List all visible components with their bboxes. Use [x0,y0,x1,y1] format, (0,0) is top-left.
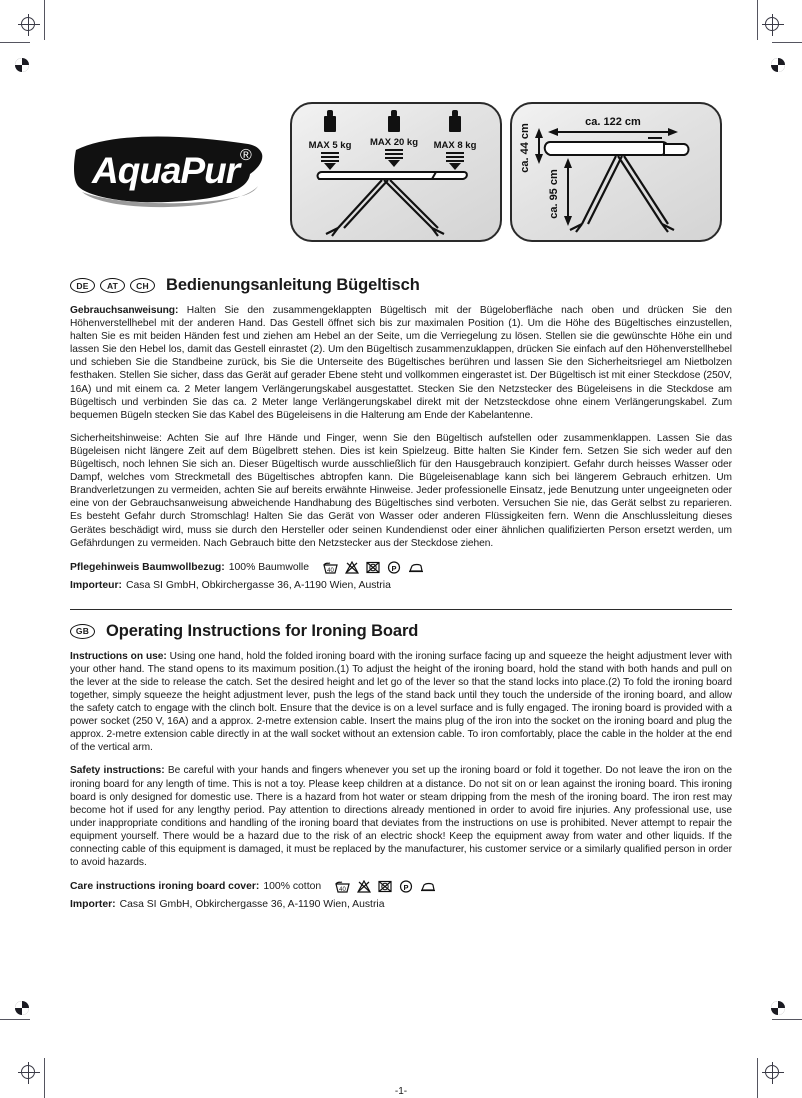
dry-clean-p-icon [387,561,401,574]
svg-text:AquaPur: AquaPur [92,150,240,191]
paragraph-gb-usage [70,650,732,755]
dimension-label-width: ca. 122 cm [585,116,641,128]
paragraph-text-gb-usage: Using one hand, hold the folded ironing board with the ironing surface facing up and squeeze the height adjustment lever with your other hand. The stand opens to its maximum position.(1) To adjust the height of the ironing board, hold the stand with both hands and pull on the lever at the side to release the catch. Set the desired height and let go of the lever so that the stand locks into place.(2) To fold the ironing board together, simply squeeze the height adjustment lever, push the legs of the stand back until they touch the underside of the ironing board, and allow the safety catch to engage with the clinch bolt. Ensure that the device is on a level surface and is fully engaged. The ironing board is provided with a power socket (250 V, 16A) and a approx. 2-metre extension cable. Insert the mains plug of the iron into the socket on the ironing board and plug the approx. 2-metre extension cable directly in at the wall socket without an extension cable. To iron comfortably, place the cable in the holder at the end of the vertical arm. [70,650,732,754]
crop-mark-left-horizontal-top [0,42,30,43]
svg-text:40: 40 [327,567,334,574]
crop-mark-bottom-left-vertical [44,1058,45,1098]
paragraph-text-de-usage: Halten Sie den zusammengeklappten Bügeltisch mit der Bügeloberfläche nach oben und drücken Sie den Höhenverstellhebel mit der anderen Hand. Das Gestell öffnet sich bis zur maximalen Position (1). Um die Höhe des Bügeltisches einzustellen, halten Sie es mit beiden Händen fest und ziehen am Hebel an der Seite, um die Verriegelung zu lösen. Stellen sie die gewünschte Höhe ein und lassen Sie den Hebel los, damit das Gestell einrastet (2). Um den Bügeltisch zusammenzuklappen, drücken Sie einfach auf den Höhenverstellhebel und schieben Sie die Standbeine zurück, bis Sie die Unterseite des Bügeltisches berühren und lassen Sie den Sicherheitsriegel am Nietbolzen festhaken. Stellen Sie sicher, dass das Gerät auf gerader Ebene steht und vollkommen eingerastet ist. Der Bügeltisch ist mit einer Steckdose (250V, 16A) und mit einem ca. 2 Meter langem Verlängerungskabel ausgestattet. Stecken Sie den Netzstecker des Bügeleisens in die Steckdose am Bügeltisch und verbinden Sie das ca. 2 Meter lange Verlängerungskabel direkt mit der Netzsteckdose ohne einem Verlängerungskabel. Zum bequemen Bügeln stecken Sie das Kabel des Bügeleisens in die Halterung am Ende der Kabelantenne. [70,305,732,421]
paragraph-gb-safety [70,764,732,869]
color-quadrant-mark-bottom-right [771,1001,785,1015]
care-line-gb [70,879,732,894]
svg-text:P: P [391,563,397,573]
importer-line-gb [70,897,732,912]
do-not-bleach-icon [357,880,371,893]
care-label-de: Pflegehinweis Baumwollbezug: [70,561,225,573]
load-label-left: MAX 5 kg [308,140,352,151]
crop-mark-right-horizontal-top [772,42,802,43]
svg-text:®: ® [240,147,252,164]
crop-mark-bottom-right-vertical [757,1058,758,1098]
registration-mark-top-right [762,14,784,36]
color-quadrant-mark-top-right [771,58,785,72]
badge-at: AT [100,278,125,293]
section-title-gb: Operating Instructions for Ironing Board [106,621,419,640]
care-value-de: 100% Baumwolle [228,561,310,573]
diagram-load-limits [290,102,502,242]
importer-label-gb: Importer: [70,899,116,911]
registration-mark-bottom-right [762,1062,784,1084]
registration-mark-top-left [18,14,40,36]
dry-clean-p-icon [399,880,413,893]
page-content [70,96,732,1097]
paragraph-lead-gb-safety: Safety instructions: [70,765,165,777]
crop-mark-right-horizontal-bottom [772,1019,802,1020]
section-heading-gb [70,622,732,641]
care-label-gb: Care instructions ironing board cover: [70,881,260,893]
paragraph-lead-de-usage: Gebrauchsanweisung: [70,305,179,316]
load-label-right: MAX 8 kg [433,140,477,151]
care-symbols-de [323,561,424,574]
diagram-dimensions [510,102,722,242]
do-not-tumble-dry-icon [378,880,392,893]
section-divider [70,609,732,610]
section-title-de: Bedienungsanleitung Bügeltisch [166,276,420,294]
svg-text:40: 40 [339,887,346,894]
color-quadrant-mark-bottom-left [15,1001,29,1015]
care-line-de [70,560,732,575]
crop-mark-left-horizontal-bottom [0,1019,30,1020]
paragraph-lead-gb-usage: Instructions on use: [70,650,167,662]
iron-icon [408,561,424,574]
paragraph-de-usage [70,304,732,422]
do-not-tumble-dry-icon [366,561,380,574]
importer-line-de [70,578,732,593]
do-not-bleach-icon [345,561,359,574]
wash-tub-40-icon [335,880,350,893]
care-value-gb: 100% cotton [263,881,322,893]
iron-icon [420,880,436,893]
importer-value-gb: Casa SI GmbH, Obkirchergasse 36, A-1190 Wien, Austria [119,899,385,911]
section-heading-de [70,276,732,295]
badge-gb: GB [70,624,95,639]
page-number: -1- [394,1086,408,1097]
header-row [70,96,732,254]
registration-mark-bottom-left [18,1062,40,1084]
care-symbols-gb [335,880,436,893]
paragraph-text-gb-safety: Be careful with your hands and fingers whenever you set up the ironing board or fold it together. Do not leave the iron on the ironing board for any length of time. This is not a toy. Please keep children at a distance. Do not sit on or lean against the ironing board. This ironing board is only designed for domestic use. There is a hazard from hot water or steam dripping from the mesh of the ironing board. The iron rest may become hot if used for any lengthy period. Pay attention to directions already mentioned in order to avoid fire injuries. Any professional use, use under inappropriate conditions and handling of the ironing board that deviates from the instructions on use is prohibited. Never attempt to repair the equipment yourself. There would be a hazard due to the risk of an electric shock! Keep the equipment away from water and other liquids. If the connecting cable of this equipment is damaged, it must be replaced by the manufacturer, his customer service or a similarly qualified person in order to avoid hazards. [70,765,732,869]
paragraph-de-safety [70,432,732,550]
badge-ch: CH [130,278,155,293]
wash-tub-40-icon [323,561,338,574]
color-quadrant-mark-top-left [15,58,29,72]
importer-value-de: Casa SI GmbH, Obkirchergasse 36, A-1190 Wien, Austria [125,579,391,591]
importer-label-de: Importeur: [70,579,122,591]
crop-mark-top-left-vertical [44,0,45,40]
load-label-center: MAX 20 kg [369,137,419,148]
aquapur-logo [72,130,268,216]
dimension-label-depth: ca. 44 cm [519,123,531,173]
crop-mark-top-right-vertical [757,0,758,40]
paragraph-text-de-safety: Sicherheitshinweise: Achten Sie auf Ihre Hände und Finger, wenn Sie den Bügeltisch aufstellen oder zusammenklappen. Lassen Sie das Bügeleisen nicht längere Zeit auf dem Bügelbrett stehen. Dies ist kein Spielzeug. Bitte halten Sie Kinder fern. Setzen Sie sich weder auf den Bügeltisch, noch lehnen Sie sich an. Dieser Bügeltisch wurde ausschließlich für den Hausgebrauch konzipiert. Gefahr durch heisses Wasser oder Dampf, welches vom Streckmetall des Bügeltisches abtropfen kann. Die Bügeleisenablage kann sich bei längerem Gebrauch erhitzen. Um Brandverletzungen zu vermeiden, achten Sie auf bereits erwähnte Hinweise. Jeder professionelle Einsatz, jede Benutzung unter ungeeigneten oder eine von der Gebrauchsanweisung abweichende Handhabung des Bügeltisches sind verboten. Versuchen Sie nie, das Gerät selbst zu reparieren. Es besteht Gefahr durch Stromschlag! Halten Sie das Gerät von Wasser oder anderen Flüssigkeiten fern. Wenn die Anschlussleitung dieses Gerätes beschädigt wird, muss sie durch den Hersteller oder seinen Kundendienst oder einer ähnlichen qualifizierten Person ersetzt werden, um Gefährdungen zu vermeiden. Nach Gebrauch bitte den Netzstecker aus der Steckdose ziehen. [70,432,732,549]
svg-text:P: P [403,883,409,893]
dimension-label-height: ca. 95 cm [548,169,560,219]
badge-de: DE [70,278,95,293]
